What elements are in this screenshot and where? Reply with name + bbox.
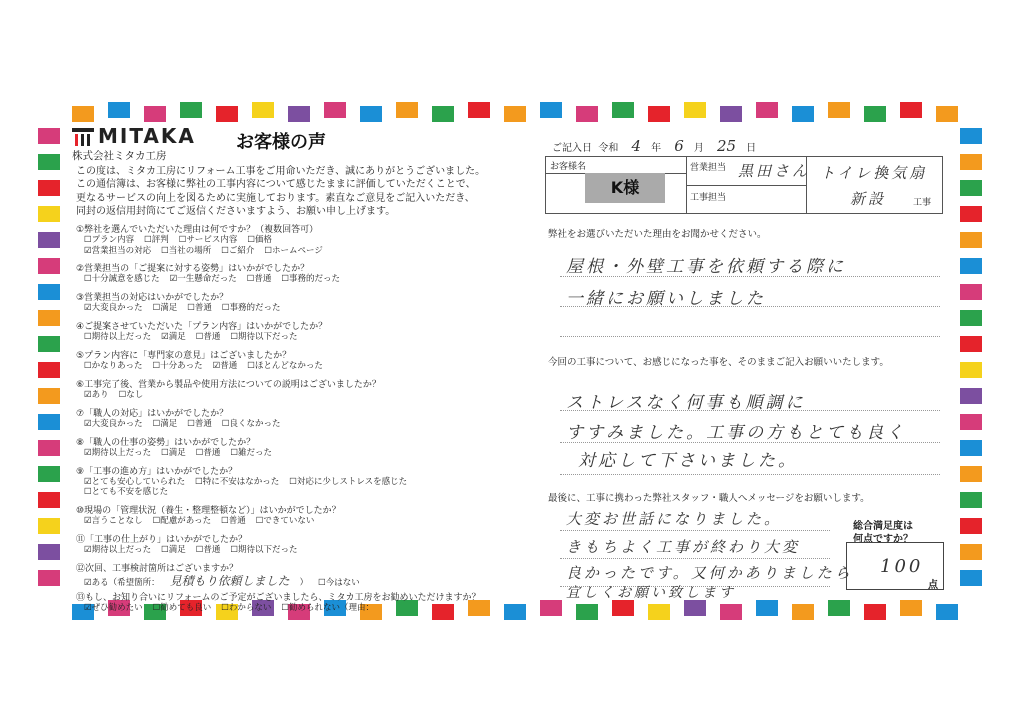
border-square — [38, 570, 60, 586]
border-square — [38, 414, 60, 430]
intro-text: この度は、ミタカ工房にリフォーム工事をご用命いただき、誠にありがとうございました。 この通信簿は、お客様に弊社の工事内容について感じたままに評価していただくことで、 更なるサービスの向上を図るために実施しております。素直なご意見をご記入いただき、 同封の返信用封筒にてご返信くださいますよう、お願い申し上げます。 — [76, 166, 486, 218]
option[interactable]: ☐勧められない（理由： — [281, 602, 374, 613]
option[interactable]: ☑大変良かった — [84, 303, 143, 314]
border-square — [216, 106, 238, 122]
option[interactable]: ☐普通 — [187, 418, 212, 429]
border-square — [960, 362, 982, 378]
section-3-heading: 最後に、工事に携わった弊社スタッフ・職人へメッセージをお願いします。 — [548, 493, 870, 504]
question-3-options — [84, 301, 291, 313]
border-square — [960, 544, 982, 560]
border-square — [720, 106, 742, 122]
question-10: ⑩現場の「管理状況（養生・整理整頓など）」はいかがでしたか？ — [76, 506, 341, 517]
border-square — [108, 102, 130, 118]
option[interactable]: ☑期待以上だった — [84, 447, 152, 458]
option[interactable]: ☐普通 — [187, 303, 212, 314]
border-square — [960, 336, 982, 352]
border-square — [960, 206, 982, 222]
question-12: ⑫次回、工事検討箇所はございますか？ — [76, 563, 239, 574]
score-label-2: 何点ですか？ — [853, 534, 913, 545]
question-11-options — [84, 543, 308, 555]
border-square — [38, 232, 60, 248]
option[interactable]: ☐十分あった — [152, 361, 203, 372]
border-square — [468, 102, 490, 118]
work-name-2: 新設 — [850, 190, 887, 208]
option[interactable]: ☐ホームページ — [264, 245, 323, 256]
border-square — [612, 102, 634, 118]
option[interactable]: 見積もり依頼しました — [169, 573, 290, 588]
border-square — [960, 414, 982, 430]
option[interactable]: ☐ほとんどなかった — [247, 361, 323, 372]
company-name: 株式会社ミタカ工房 — [72, 150, 167, 162]
border-square — [936, 106, 958, 122]
option[interactable]: ☑満足 — [161, 332, 186, 343]
border-square — [828, 102, 850, 118]
question-10-options — [84, 514, 324, 526]
option[interactable]: ☐期待以下だった — [230, 332, 298, 343]
answer-1-line-2: 一緒にお願いしました — [566, 289, 766, 309]
border-square — [960, 232, 982, 248]
border-square — [960, 180, 982, 196]
border-square — [864, 604, 886, 620]
border-square — [684, 600, 706, 616]
border-square — [612, 600, 634, 616]
entry-date: ご記入日 令和 4 年 6 月 25 日 — [552, 137, 757, 155]
border-square — [38, 310, 60, 326]
border-square — [756, 600, 778, 616]
option[interactable]: ☑普通 — [212, 361, 238, 372]
border-square — [960, 154, 982, 170]
border-square — [396, 102, 418, 118]
question-8: ⑧「職人の仕事の姿勢」はいかがでしたか？ — [76, 437, 256, 448]
sales-name: 黒田さん — [738, 162, 811, 180]
option[interactable]: ☐価格 — [247, 235, 272, 245]
option[interactable]: ☑ある（希望箇所： — [84, 577, 160, 588]
option[interactable]: ☑営業担当の対応 — [84, 245, 152, 256]
border-square — [684, 102, 706, 118]
border-square — [38, 206, 60, 222]
answer-1-line-1: 屋根・外壁工事を依頼する際に — [566, 257, 846, 277]
question-1-options — [84, 244, 333, 256]
border-square — [936, 604, 958, 620]
border-square — [38, 180, 60, 196]
option[interactable]: ☐とても不安を感じた — [84, 487, 169, 498]
score-value: 100 — [880, 556, 924, 577]
border-square — [38, 128, 60, 144]
option[interactable]: ☐普通 — [195, 447, 221, 458]
border-square — [38, 154, 60, 170]
option[interactable]: ☐プラン内容 — [84, 235, 135, 245]
option[interactable]: ☐特に不安はなかった — [195, 476, 280, 487]
sales-label: 営業担当 — [690, 163, 727, 173]
border-square — [432, 604, 454, 620]
option[interactable]: ☐満足 — [152, 418, 178, 429]
question-5: ⑤プラン内容に「専門家の意見」はございましたか？ — [76, 351, 292, 362]
question-11: ⑪「工事の仕上がり」はいかがでしたか？ — [76, 535, 248, 545]
border-square — [720, 604, 742, 620]
answer-3-line-1: 大変お世話になりました。 — [566, 510, 783, 528]
border-square — [38, 258, 60, 274]
customer-label: お客様名 — [550, 162, 587, 172]
border-square — [864, 106, 886, 122]
option[interactable]: ☑一生懸命だった — [169, 274, 237, 285]
option[interactable]: ☐期待以上だった — [84, 332, 152, 343]
border-square — [252, 102, 274, 118]
answer-3-line-4: 宜しくお願い致します — [566, 585, 736, 601]
question-4-options — [84, 330, 308, 342]
border-square — [960, 466, 982, 482]
option[interactable]: ☐普通 — [195, 332, 221, 343]
question-9-options — [84, 485, 178, 497]
option[interactable]: ☑言うことなし — [84, 516, 143, 527]
question-12-options — [84, 572, 370, 589]
border-square — [324, 102, 346, 118]
question-8-options — [84, 446, 282, 458]
question-13-options — [84, 601, 384, 613]
border-square — [38, 440, 60, 456]
question-6: ⑥工事完了後、営業から製品や使用方法についての説明はございましたか？ — [76, 380, 381, 390]
border-square — [960, 258, 982, 274]
border-square — [72, 106, 94, 122]
option[interactable]: ☐事務的だった — [281, 274, 340, 285]
option[interactable]: ☐十分誠意を感じた — [84, 274, 160, 285]
border-square — [432, 106, 454, 122]
border-square — [38, 466, 60, 482]
border-square — [960, 310, 982, 326]
option[interactable]: ☐満足 — [152, 303, 178, 314]
section-2-heading: 今回の工事について、お感じになった事を、そのままご記入お願いいたします。 — [548, 357, 889, 368]
option[interactable]: ☐今はない — [318, 577, 360, 588]
question-2-options — [84, 272, 350, 284]
score-unit: 点 — [928, 580, 938, 591]
option[interactable]: ☐雑だった — [230, 447, 272, 458]
brand-name: MITAKA — [98, 124, 196, 148]
border-square — [960, 492, 982, 508]
border-square — [960, 388, 982, 404]
option[interactable]: ） — [299, 577, 309, 588]
border-square — [900, 600, 922, 616]
question-1: ①弊社を選んでいただいた理由は何ですか？（複数回答可） — [76, 225, 319, 235]
border-square — [648, 604, 670, 620]
option[interactable]: ☐配慮があった — [152, 516, 212, 527]
question-13: ⑬もし、お知り合いにリフォームのご予定がございましたら、ミタカ工房をお勧めいただけますか？ — [76, 592, 481, 603]
border-square — [144, 106, 166, 122]
border-square — [960, 284, 982, 300]
border-square — [540, 600, 562, 616]
border-square — [648, 106, 670, 122]
border-square — [38, 388, 60, 404]
option[interactable]: ☑大変良かった — [84, 418, 143, 429]
option[interactable]: ☐できていない — [255, 516, 315, 527]
question-7-options — [84, 417, 291, 429]
question-4: ④ご提案させていただいた「プラン内容」はいかがでしたか？ — [76, 322, 328, 333]
answer-3-line-2: きもちよく工事が終わり大変 — [566, 538, 801, 556]
option[interactable]: ☐わからない — [221, 602, 272, 613]
option[interactable]: ☐満足 — [161, 447, 186, 458]
option[interactable]: ☐事務的だった — [221, 303, 281, 314]
option[interactable]: ☐普通 — [221, 516, 246, 527]
option[interactable]: ☐当社の場所 — [161, 245, 212, 256]
border-square — [180, 102, 202, 118]
option[interactable]: ☐かなりあった — [84, 361, 143, 372]
option[interactable]: ☐普通 — [246, 274, 272, 285]
answer-2-line-1: ストレスなく何事も順調に — [566, 393, 806, 413]
option[interactable]: ☐普通 — [195, 545, 221, 555]
border-square — [38, 336, 60, 352]
border-square — [504, 604, 526, 620]
page-title: お客様の声 — [236, 132, 326, 153]
option[interactable]: ☐ご紹介 — [221, 245, 255, 256]
border-square — [960, 440, 982, 456]
answer-2-line-2: すすみました。工事の方もとても良く — [566, 423, 907, 443]
border-square — [756, 102, 778, 118]
option[interactable]: ☑あり — [84, 390, 109, 400]
border-square — [38, 362, 60, 378]
work-name-1: トイレ換気扇 — [820, 164, 928, 182]
work-suffix: 工事 — [913, 198, 932, 208]
border-square — [576, 604, 598, 620]
border-square — [960, 128, 982, 144]
border-square — [38, 518, 60, 534]
option[interactable]: ☐なし — [118, 390, 144, 400]
work-label: 工事担当 — [690, 193, 727, 203]
option[interactable]: ☑期待以上だった — [84, 545, 152, 555]
option[interactable]: ☐勧めても良い — [152, 602, 212, 613]
score-label-1: 総合満足度は — [853, 521, 913, 532]
option[interactable]: ☐対応に少しストレスを感じた — [289, 476, 408, 487]
border-square — [38, 284, 60, 300]
section-1-heading: 弊社をお選びいただいた理由をお聞かせください。 — [548, 229, 767, 240]
question-2: ②営業担当の「ご提案に対する姿勢」はいかがでしたか？ — [76, 264, 310, 275]
option[interactable]: ☐満足 — [161, 545, 186, 555]
border-square — [792, 106, 814, 122]
border-square — [828, 600, 850, 616]
option[interactable]: ☑ぜひ勧めたい — [84, 602, 143, 613]
question-6-options — [84, 388, 153, 400]
border-square — [960, 518, 982, 534]
border-square — [540, 102, 562, 118]
question-3: ③営業担当の対応はいかがでしたか？ — [76, 293, 229, 304]
question-5-options — [84, 359, 333, 371]
answer-2-line-3: 対応して下さいました。 — [578, 451, 798, 471]
option[interactable]: ☐良くなかった — [221, 418, 281, 429]
option[interactable]: ☐サービス内容 — [178, 235, 238, 245]
border-square — [960, 570, 982, 586]
border-square — [792, 604, 814, 620]
border-square — [38, 544, 60, 560]
border-square — [504, 106, 526, 122]
question-7: ⑦「職人の対応」はいかがでしたか？ — [76, 408, 229, 419]
option[interactable]: ☐評判 — [144, 235, 169, 245]
border-square — [288, 106, 310, 122]
question-9: ⑨「工事の進め方」はいかがでしたか？ — [76, 466, 238, 477]
border-square — [576, 106, 598, 122]
border-square — [38, 492, 60, 508]
mitaka-logo-icon — [72, 128, 94, 146]
option[interactable]: ☑とても安心していられた — [84, 476, 186, 487]
border-square — [360, 106, 382, 122]
border-square — [900, 102, 922, 118]
option[interactable]: ☐期待以下だった — [230, 545, 298, 555]
customer-name: K様 — [585, 173, 665, 203]
answer-3-line-3: 良かったです。又何かありましたら — [566, 564, 853, 582]
